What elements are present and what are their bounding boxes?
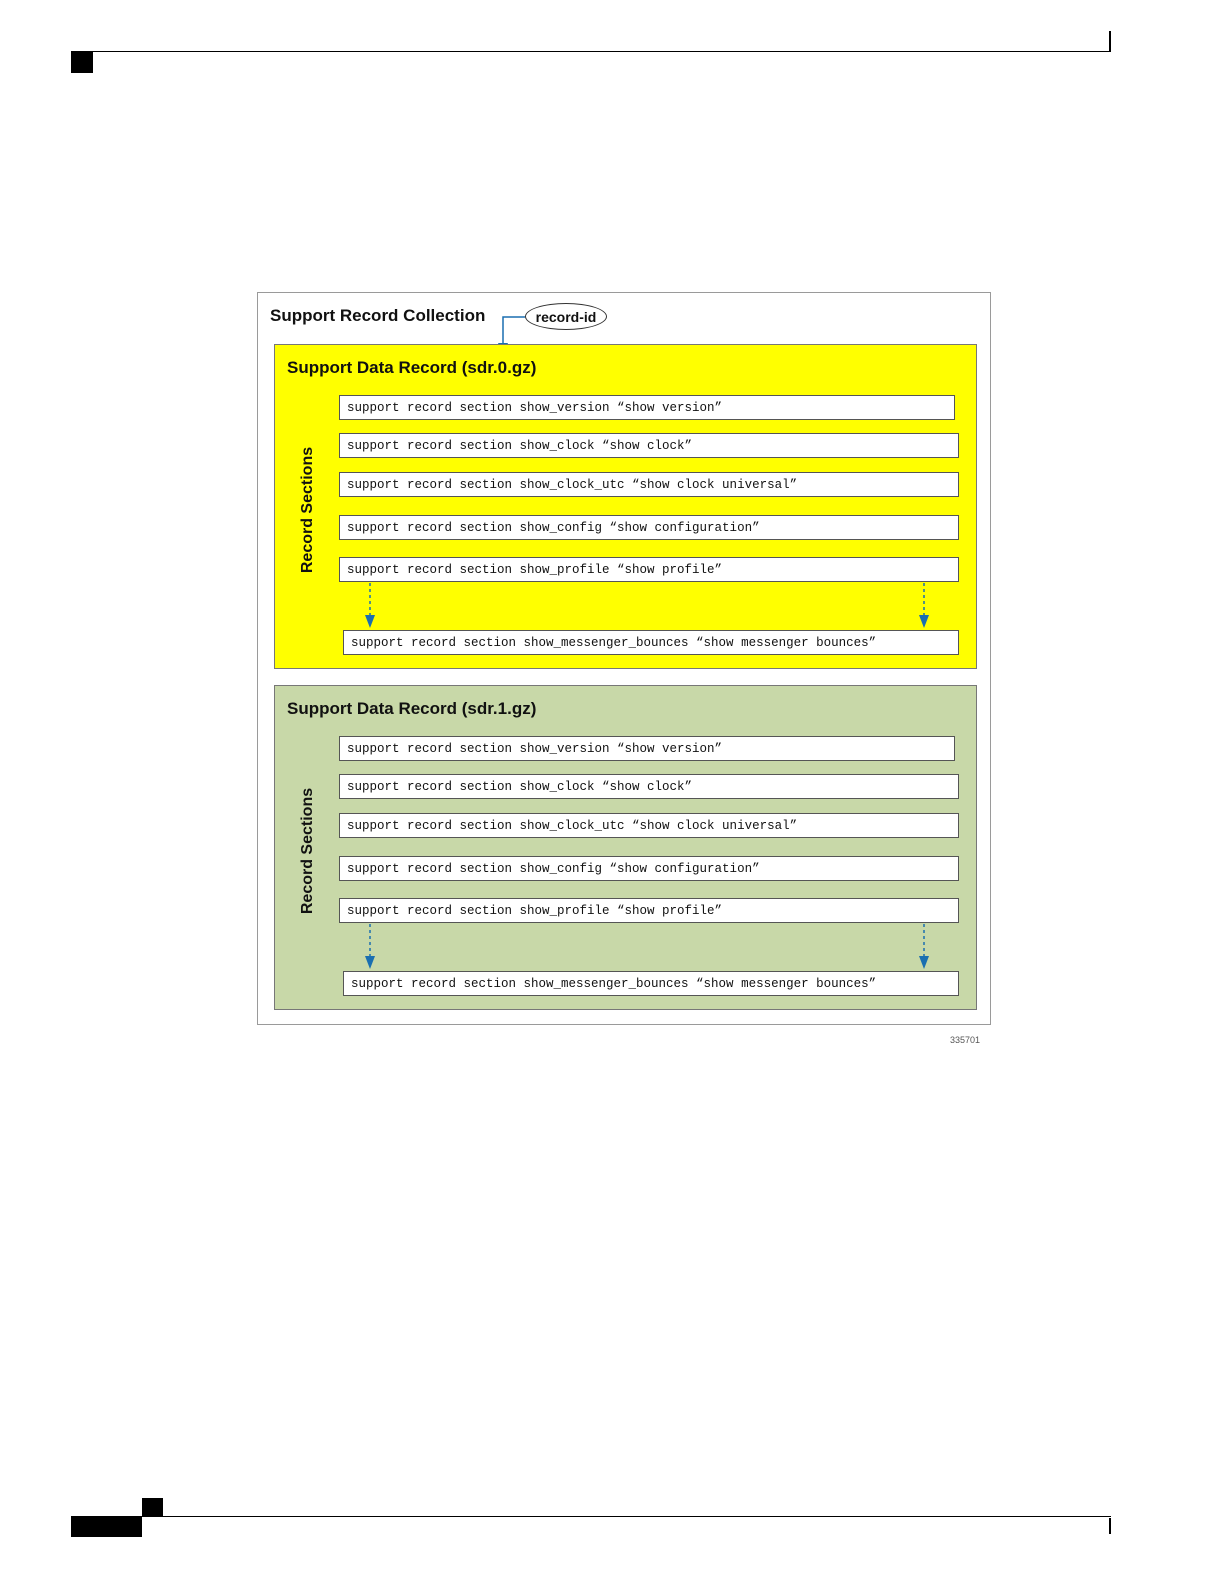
support-record-diagram	[257, 292, 991, 1025]
section-command: support record section show_config “show configuration”	[339, 515, 959, 540]
continuation-arrows	[275, 345, 978, 670]
record-sections-label: Record Sections	[299, 446, 316, 574]
footer-tick	[1109, 1518, 1111, 1534]
sdr-title: Support Data Record (sdr.1.gz)	[287, 699, 537, 718]
record-sections-label: Record Sections	[299, 787, 316, 915]
section-command: support record section show_version “show version”	[339, 395, 955, 420]
section-command: support record section show_messenger_bounces “show messenger bounces”	[343, 971, 959, 996]
section-command: support record section show_clock_utc “show clock universal”	[339, 472, 959, 497]
section-command: support record section show_clock “show clock”	[339, 774, 959, 799]
section-command: support record section show_profile “show profile”	[339, 557, 959, 582]
footer-rule	[71, 1516, 1111, 1517]
record-id-ellipse: record-id	[525, 303, 607, 330]
section-command: support record section show_version “show version”	[339, 736, 955, 761]
sdr-title: Support Data Record (sdr.0.gz)	[287, 358, 537, 377]
figure-number: 335701	[950, 1035, 981, 1045]
footer-small-block	[142, 1498, 163, 1516]
section-command: support record section show_messenger_bounces “show messenger bounces”	[343, 630, 959, 655]
section-command: support record section show_profile “show profile”	[339, 898, 959, 923]
section-command: support record section show_config “show configuration”	[339, 856, 959, 881]
collection-title: Support Record Collection	[270, 306, 486, 325]
support-data-record-1	[274, 685, 977, 1010]
section-command: support record section show_clock_utc “show clock universal”	[339, 813, 959, 838]
header-corner-block	[71, 52, 93, 73]
support-data-record-0	[274, 344, 977, 669]
header-rule	[71, 51, 1111, 52]
footer-page-tab	[71, 1517, 142, 1537]
header-tick	[1109, 31, 1111, 51]
continuation-arrows	[275, 686, 978, 1011]
section-command: support record section show_clock “show clock”	[339, 433, 959, 458]
